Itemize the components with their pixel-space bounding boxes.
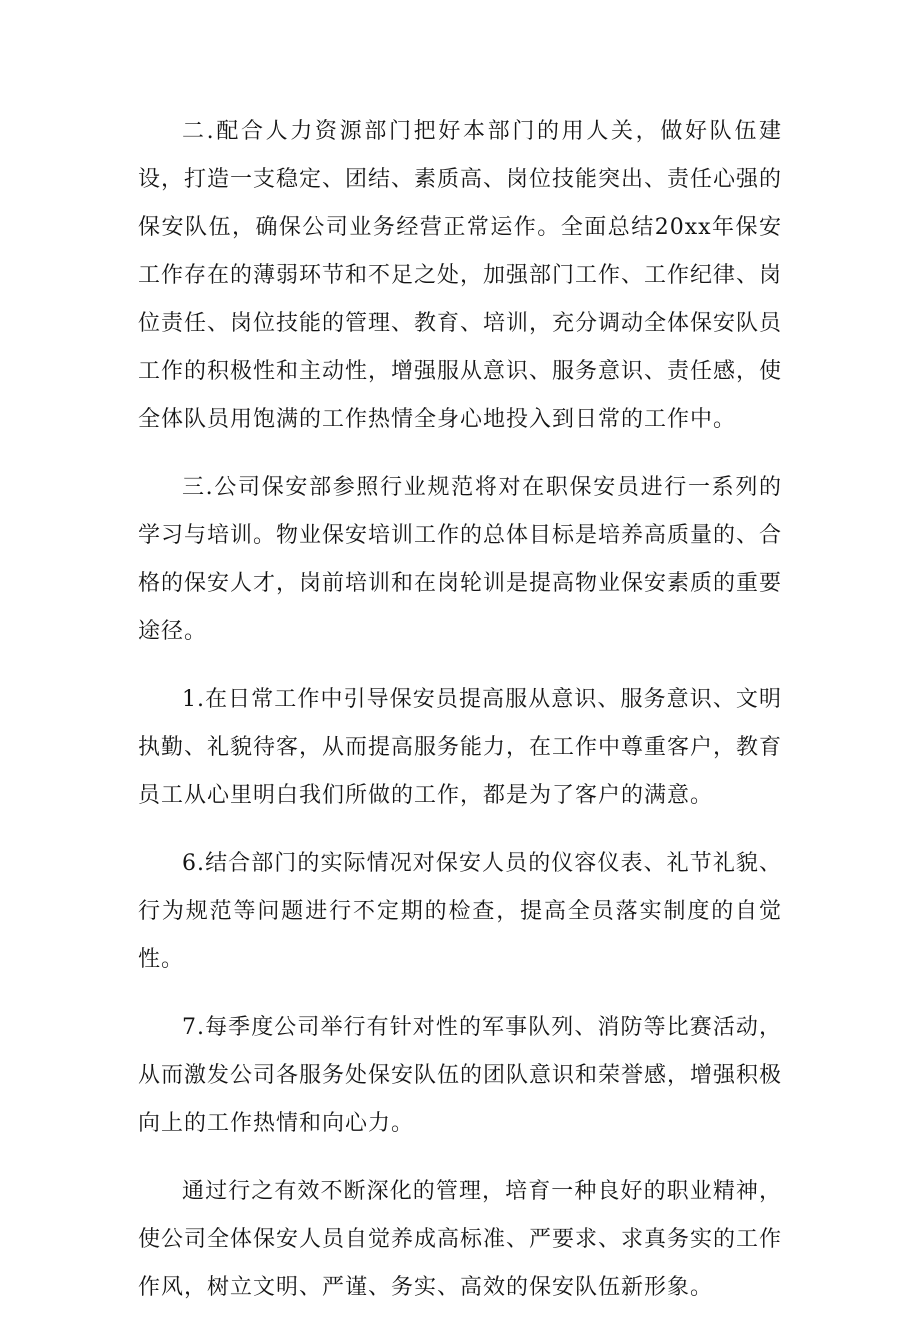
paragraph-conclusion: 通过行之有效不断深化的管理，培育一种良好的职业精神，使公司全体保安人员自觉养成高标准、严要求、求真务实的工作作风，树立文明、严谨、务实、高效的保安队伍新形象。 <box>138 1179 783 1300</box>
document-body <box>138 108 782 1332</box>
paragraph-section-2: 二.配合人力资源部门把好本部门的用人关，做好队伍建设，打造一支稳定、团结、素质高、岗位技能突出、责任心强的保安队伍，确保公司业务经营正常运作。全面总结20xx年保安工作存在的薄弱环节和不足之处，加强部门工作、工作纪律、岗位责任、岗位技能的管理、教育、培训，充分调动全体保安队员工作的积极性和主动性，增强服从意识、服务意识、责任感，使全体队员用饱满的工作热情全身心地投入到日常的工作中。 <box>138 119 783 432</box>
paragraph-item-7: 7.每季度公司举行有针对性的军事队列、消防等比赛活动，从而激发公司各服务处保安队伍的团队意识和荣誉感，增强积极向上的工作热情和向心力。 <box>138 1015 783 1136</box>
paragraph-item-1: 1.在日常工作中引导保安员提高服从意识、服务意识、文明执勤、礼貌待客，从而提高服务能力，在工作中尊重客户，教育员工从心里明白我们所做的工作，都是为了客户的满意。 <box>138 687 783 808</box>
paragraph-section-3: 三.公司保安部参照行业规范将对在职保安员进行一系列的学习与培训。物业保安培训工作的总体目标是培养高质量的、合格的保安人才，岗前培训和在岗轮训是提高物业保安素质的重要途径。 <box>138 475 783 644</box>
paragraph-item-6: 6.结合部门的实际情况对保安人员的仪容仪表、礼节礼貌、行为规范等问题进行不定期的检查，提高全员落实制度的自觉性。 <box>138 851 782 972</box>
